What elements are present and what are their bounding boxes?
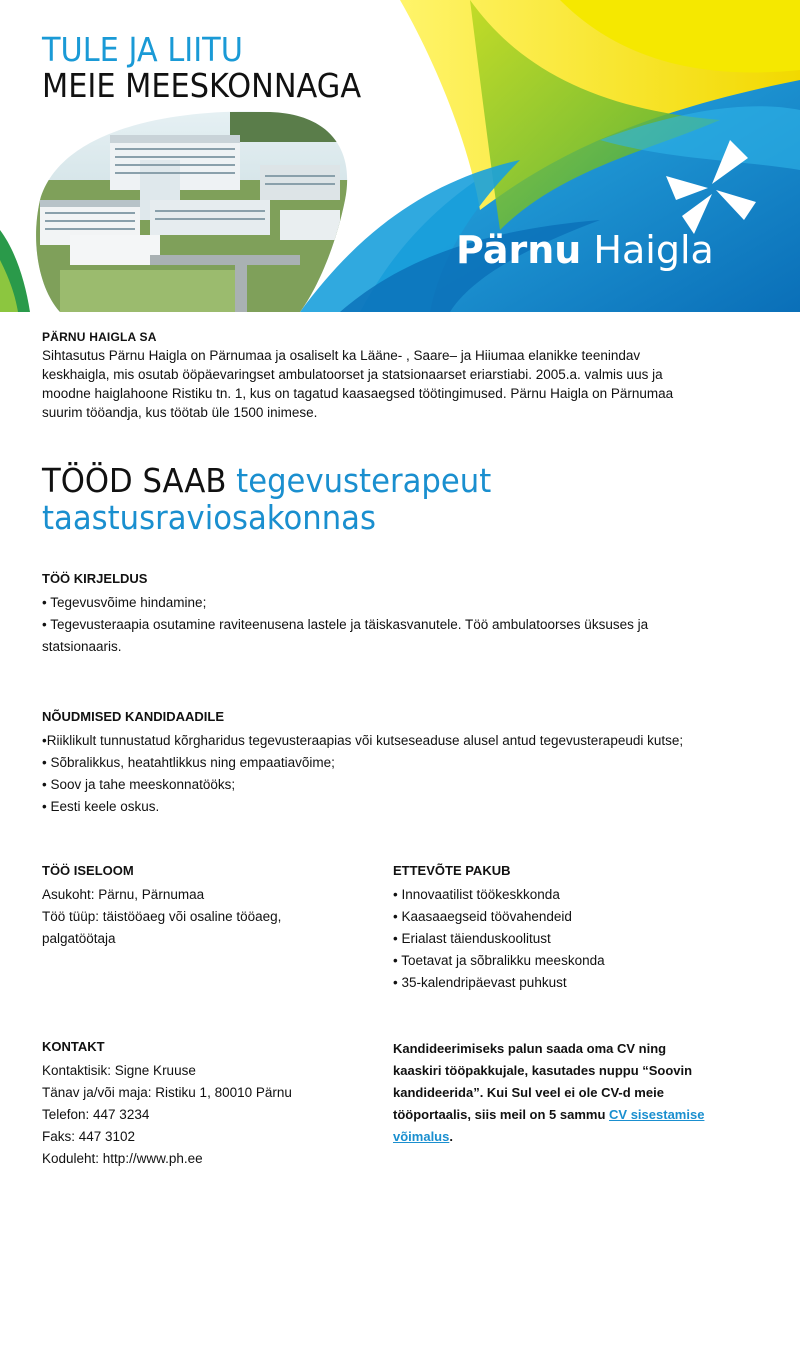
- list-item: • Eesti keele oskus.: [42, 799, 160, 814]
- job-description-section: [42, 570, 702, 658]
- banner-title-line2: MEIE MEESKONNAGA: [42, 66, 362, 105]
- headline-dark: TÖÖD SAAB: [42, 461, 227, 500]
- section-title: TÖÖ KIRJELDUS: [42, 571, 148, 586]
- headline-department: taastusraviosakonnas: [42, 498, 376, 537]
- list-item: • Soov ja tahe meeskonnatööks;: [42, 777, 236, 792]
- intro-title: PÄRNU HAIGLA SA: [42, 330, 157, 344]
- section-title: NÕUDMISED KANDIDAADILE: [42, 709, 224, 724]
- brand-word-bold: Pärnu: [456, 228, 582, 272]
- contact-website: Koduleht: http://www.ph.ee: [42, 1151, 203, 1166]
- intro-text: Sihtasutus Pärnu Haigla on Pärnumaa ja osaliselt ka Lääne- , Saare– ja Hiiumaa elanikke teenindav keskhaigla, mis osutab ööpäevaringset ambulatoorset ja statsionaarset eriarstiabi. 2005.a. valmis uus ja moodne haiglahoone Ristiku tn. 1, kus on tagatud kaasaegsed töötingimused. Pärnu Haigla on Pärnumaa suurim tööandja, kus töötab üle 1500 inimese.: [42, 348, 674, 420]
- cv-entry-link[interactable]: CV sisestamise võimalus: [393, 1107, 705, 1144]
- job-type-line: Töö tüüp: täistööaeg või osaline tööaeg, palgatöötaja: [42, 909, 282, 946]
- brand-word-light: Haigla: [593, 228, 714, 272]
- contact-person: Kontaktisik: Signe Kruuse: [42, 1063, 196, 1078]
- headline-position: tegevusterapeut: [236, 461, 492, 500]
- section-title: KONTAKT: [42, 1039, 105, 1054]
- section-title: TÖÖ ISELOOM: [42, 863, 134, 878]
- job-headline: [42, 462, 693, 536]
- list-item: • 35-kalendripäevast puhkust: [393, 975, 567, 990]
- job-nature-section: [42, 862, 342, 950]
- location-line: Asukoht: Pärnu, Pärnumaa: [42, 887, 205, 902]
- list-item: • Erialast täienduskoolitust: [393, 931, 551, 946]
- company-offers-section: [393, 862, 733, 994]
- list-item: •Riiklikult tunnustatud kõrgharidus tegevusteraapias või kutseseaduse alusel antud tegevusterapeudi kutse;: [42, 733, 684, 748]
- apply-instructions: [393, 1038, 713, 1148]
- list-item: • Tegevusvõime hindamine;: [42, 595, 207, 610]
- contact-fax: Faks: 447 3102: [42, 1129, 136, 1144]
- list-item: • Tegevusteraapia osutamine raviteenusena lastele ja täiskasvanutele. Töö ambulatoorses üksuses ja statsionaaris.: [42, 617, 649, 654]
- header-banner: [0, 0, 800, 312]
- contact-address: Tänav ja/või maja: Ristiku 1, 80010 Pärnu: [42, 1085, 292, 1100]
- list-item: • Kaasaaegseid töövahendeid: [393, 909, 572, 924]
- list-item: • Toetavat ja sõbralikku meeskonda: [393, 953, 605, 968]
- butterfly-logo-icon: [664, 140, 760, 236]
- apply-text: Kandideerimiseks palun saada oma CV ning kaaskiri tööpakkujale, kasutades nuppu “Soovin kandideerida”. Kui Sul veel ei ole CV-d meie tööportaalis, siis meil on 5 sammu: [393, 1041, 693, 1122]
- section-title: ETTEVÕTE PAKUB: [393, 863, 511, 878]
- apply-end: .: [449, 1129, 453, 1144]
- brand-wordmark: [456, 228, 714, 272]
- list-item: • Sõbralikkus, heatahtlikkus ning empaatiavõime;: [42, 755, 335, 770]
- hospital-photo: [30, 100, 360, 312]
- banner-title-line1: TULE JA LIITU: [42, 30, 243, 69]
- list-item: • Innovaatilist töökeskkonda: [393, 887, 560, 902]
- contact-phone: Telefon: 447 3234: [42, 1107, 150, 1122]
- requirements-section: [42, 708, 762, 818]
- contact-section: [42, 1038, 362, 1170]
